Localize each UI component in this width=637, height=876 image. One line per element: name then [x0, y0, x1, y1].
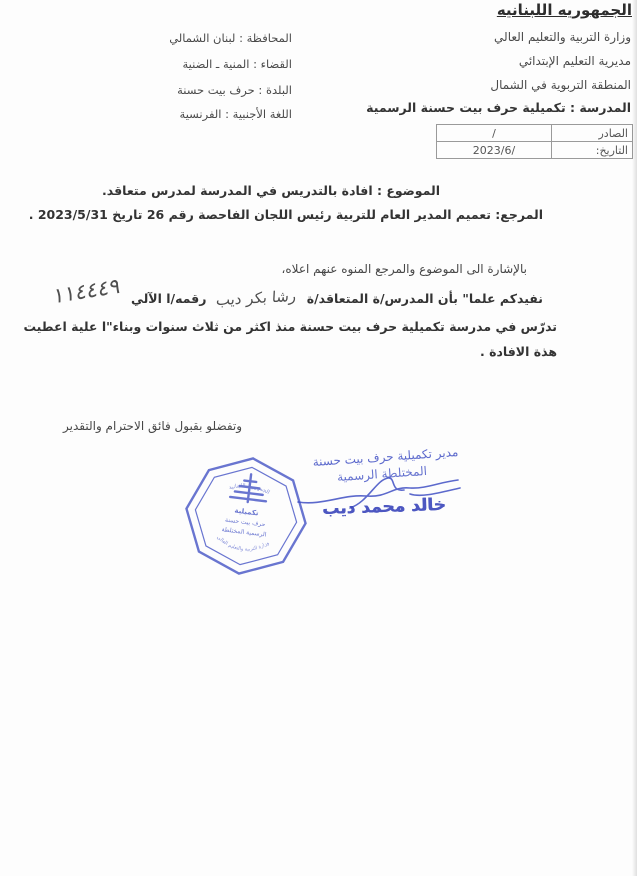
stamp-center-line-2: حرف بيت حسنة [224, 516, 266, 529]
date-value-text: 2023/6/ [472, 143, 516, 157]
outgoing-value [437, 125, 552, 142]
district-line: القضاء : المنية ـ الضنية [182, 57, 292, 71]
principal-title-stamp-line-1: مدير تكميلية حرف بيت حسنة [312, 444, 459, 470]
town-line: البلدة : حرف بيت حسنة [177, 83, 292, 97]
outgoing-value-text: / [492, 126, 496, 140]
body-line-4: هذة الافادة . [480, 344, 557, 359]
page-edge-shadow [632, 0, 637, 876]
stamp-ring-top-text: الجمهورية اللبنانية [228, 483, 271, 496]
foreign-language-line: اللغة الأجنبية : الفرنسية [179, 107, 292, 121]
date-value [437, 142, 552, 159]
teacher-name-handwriting: رشا بكر ديب [216, 286, 298, 310]
school-line: المدرسة : تكميلية حرف بيت حسنة الرسمية [366, 100, 631, 115]
body-line-2 [53, 273, 543, 310]
closing-line: وتفضلو بقبول فائق الاحترام والتقدير [63, 419, 243, 433]
stamp-ring-bottom-text: وزارة التربية والتعليم العالي [215, 534, 271, 553]
principal-title-stamp-line-2: المختلطة الرسمية [336, 463, 428, 485]
ministry-line: وزارة التربية والتعليم العالي [494, 30, 631, 44]
principal-name-stamp: خالد محمد ديب [321, 494, 447, 520]
body-line-1: بالإشارة الى الموضوع والمرجع المنوه عنهم اعلاه، [281, 262, 527, 276]
body-line-2-before-name: نفيدكم علما" بأن المدرس/ة المتعاقد/ة [306, 291, 543, 306]
body-line-2-before-number: رقمه/ا الآلي [130, 291, 207, 306]
region-line: المنطقة التربوية في الشمال [490, 78, 631, 92]
stamp-center-line-1: تكميلية [233, 506, 259, 518]
date-label: التاريخ: [552, 142, 633, 159]
stamp-center-line-3: الرسمية المختلطة [221, 526, 267, 539]
date-row [437, 142, 633, 159]
reference-line: المرجع: تعميم المدير العام للتربية رئيس اللجان الفاحصة رقم 26 تاريخ 2023/5/31 . [28, 207, 543, 222]
governorate-line: المحافظة : لبنان الشمالي [169, 31, 292, 45]
outgoing-row [437, 125, 633, 142]
outgoing-date-table [436, 124, 633, 159]
body-line-3: تدرّس في مدرسة تكميلية حرف بيت حسنة منذ اكثر من ثلاث سنوات وبناء"ا علية اعطيت [23, 319, 557, 334]
directorate-line: مديرية التعليم الإبتدائي [518, 54, 631, 68]
subject-line: الموضوع : افادة بالتدريس في المدرسة لمدرس متعاقد. [102, 183, 440, 198]
teacher-id-handwriting: ١١٤٤٤٩ [53, 273, 121, 309]
republic-title: الجمهوريه اللبنانيه [496, 1, 632, 19]
outgoing-label: الصادر [552, 125, 633, 142]
